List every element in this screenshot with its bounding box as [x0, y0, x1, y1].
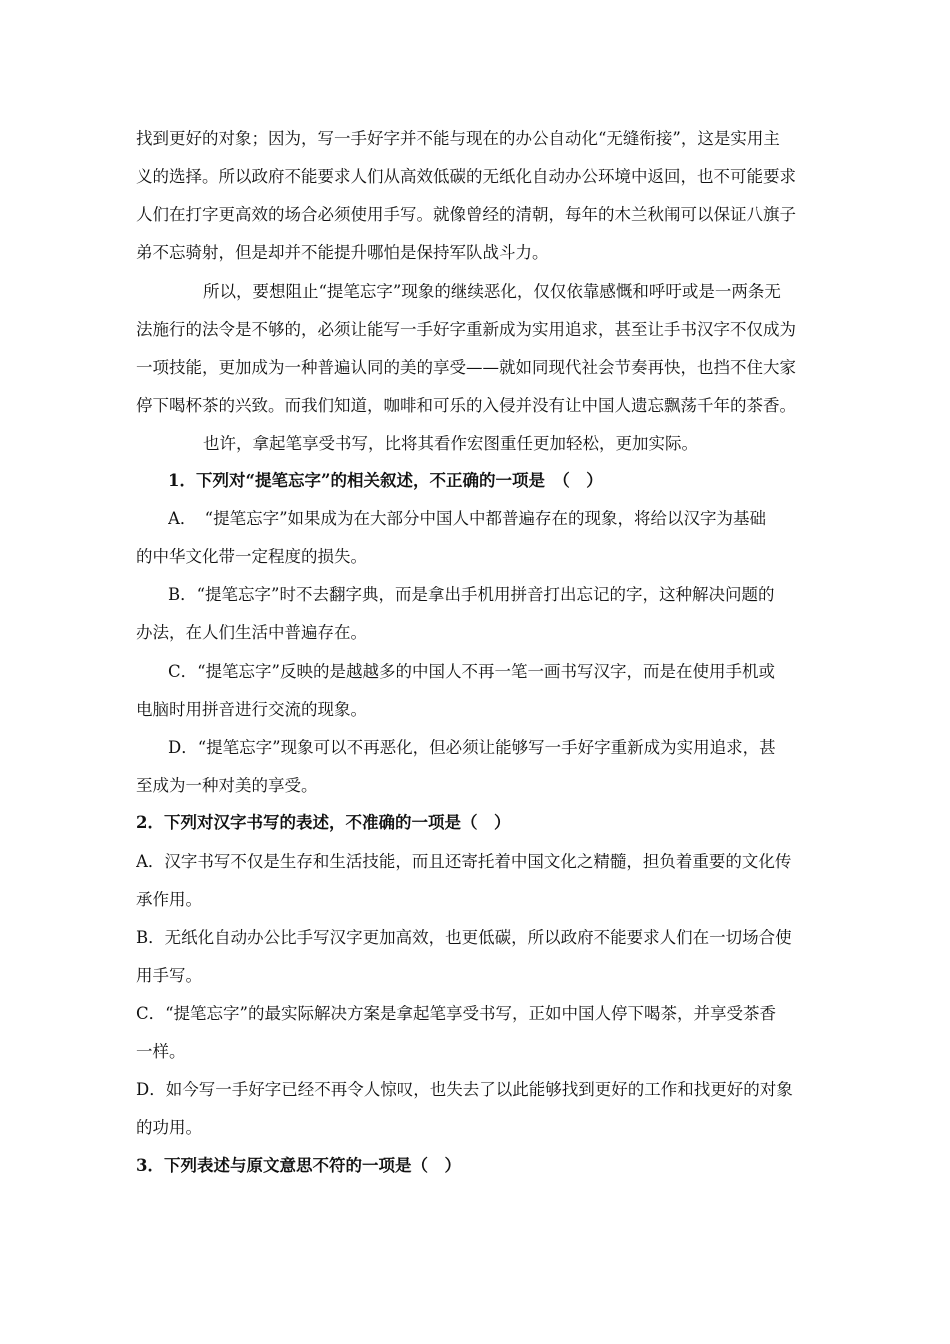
- q1-option-c: C．“提笔忘字”反映的是越越多的中国人不再一笔一画书写汉字，而是在使用手机或: [168, 662, 775, 681]
- q1-option-c-cont: 电脑时用拼音进行交流的现象。: [136, 700, 367, 719]
- question-2-stem: 2．下列对汉字书写的表述，不准确的一项是（ ）: [136, 813, 511, 832]
- q2-option-b-cont: 用手写。: [136, 966, 202, 985]
- emphasis-mark: 符: [328, 1156, 346, 1175]
- question-1-stem: 1．下列对“提笔忘字”的相关叙述，不正确的一项是 （ ）: [168, 471, 603, 490]
- q1-option-d: D．“提笔忘字”现象可以不再恶化，但必须让能够写一手好字重新成为实用追求，甚: [168, 738, 776, 757]
- emphasis-mark: 不: [312, 1156, 329, 1175]
- passage-line: 停下喝杯茶的兴致。而我们知道，咖啡和可乐的入侵并没有让中国人遗忘飘荡千年的茶香。: [136, 396, 796, 415]
- q1-option-a: A． “提笔忘字”如果成为在大部分中国人中都普遍存在的现象，将给以汉字为基础: [168, 509, 767, 528]
- q2-option-a-cont: 承作用。: [136, 890, 202, 909]
- passage-line: 找到更好的对象；因为，写一手好字并不能与现在的办公自动化“无缝衔接”，这是实用主: [136, 129, 780, 148]
- passage-line: 法施行的法令是不够的，必须让能写一手好字重新成为实用追求，甚至让手书汉字不仅成为: [136, 320, 796, 339]
- passage-line: 一项技能，更加成为一种普遍认同的美的享受——就如同现代社会节奏再快，也挡不住大家: [136, 358, 796, 377]
- q2-option-d: D．如今写一手好字已经不再令人惊叹，也失去了以此能够找到更好的工作和找更好的对象: [136, 1080, 793, 1099]
- q2-option-c: C．“提笔忘字”的最实际解决方案是拿起笔享受书写，正如中国人停下喝茶，并享受茶香: [136, 1004, 776, 1023]
- passage-line: 义的选择。所以政府不能要求人们从高效低碳的无纸化自动办公环境中返回，也不可能要求: [136, 167, 796, 186]
- passage-line: 人们在打字更高效的场合必须使用手写。就像曾经的清朝，每年的木兰秋闱可以保证八旗子: [136, 205, 796, 224]
- q2-option-d-cont: 的功用。: [136, 1118, 202, 1137]
- q1-option-b: B．“提笔忘字”时不去翻字典，而是拿出手机用拼音打出忘记的字，这种解决问题的: [168, 585, 775, 604]
- q1-option-d-cont: 至成为一种对美的享受。: [136, 776, 318, 795]
- q1-option-a-cont: 的中华文化带一定程度的损失。: [136, 547, 367, 566]
- question-3-stem: 3．下列表述与原文意思不符的一项是（ ）: [136, 1156, 461, 1175]
- q1-option-b-cont: 办法，在人们生活中普遍存在。: [136, 623, 367, 642]
- q2-option-b: B．无纸化自动办公比手写汉字更加高效，也更低碳，所以政府不能要求人们在一切场合使: [136, 928, 792, 947]
- emphasis-mark: 不: [429, 471, 446, 490]
- passage-line: 也许，拿起笔享受书写，比将其看作宏图重任更加轻松，更加实际。: [203, 434, 698, 453]
- q2-option-a: A．汉字书写不仅是生存和生活技能，而且还寄托着中国文化之精髓，担负着重要的文化传: [136, 852, 792, 871]
- passage-line: 所以，要想阻止“提笔忘字”现象的继续恶化，仅仅依靠感慨和呼吁或是一两条无: [203, 282, 781, 301]
- passage-line: 弟不忘骑射，但是却并不能提升哪怕是保持军队战斗力。: [136, 243, 549, 262]
- q2-option-c-cont: 一样。: [136, 1042, 186, 1061]
